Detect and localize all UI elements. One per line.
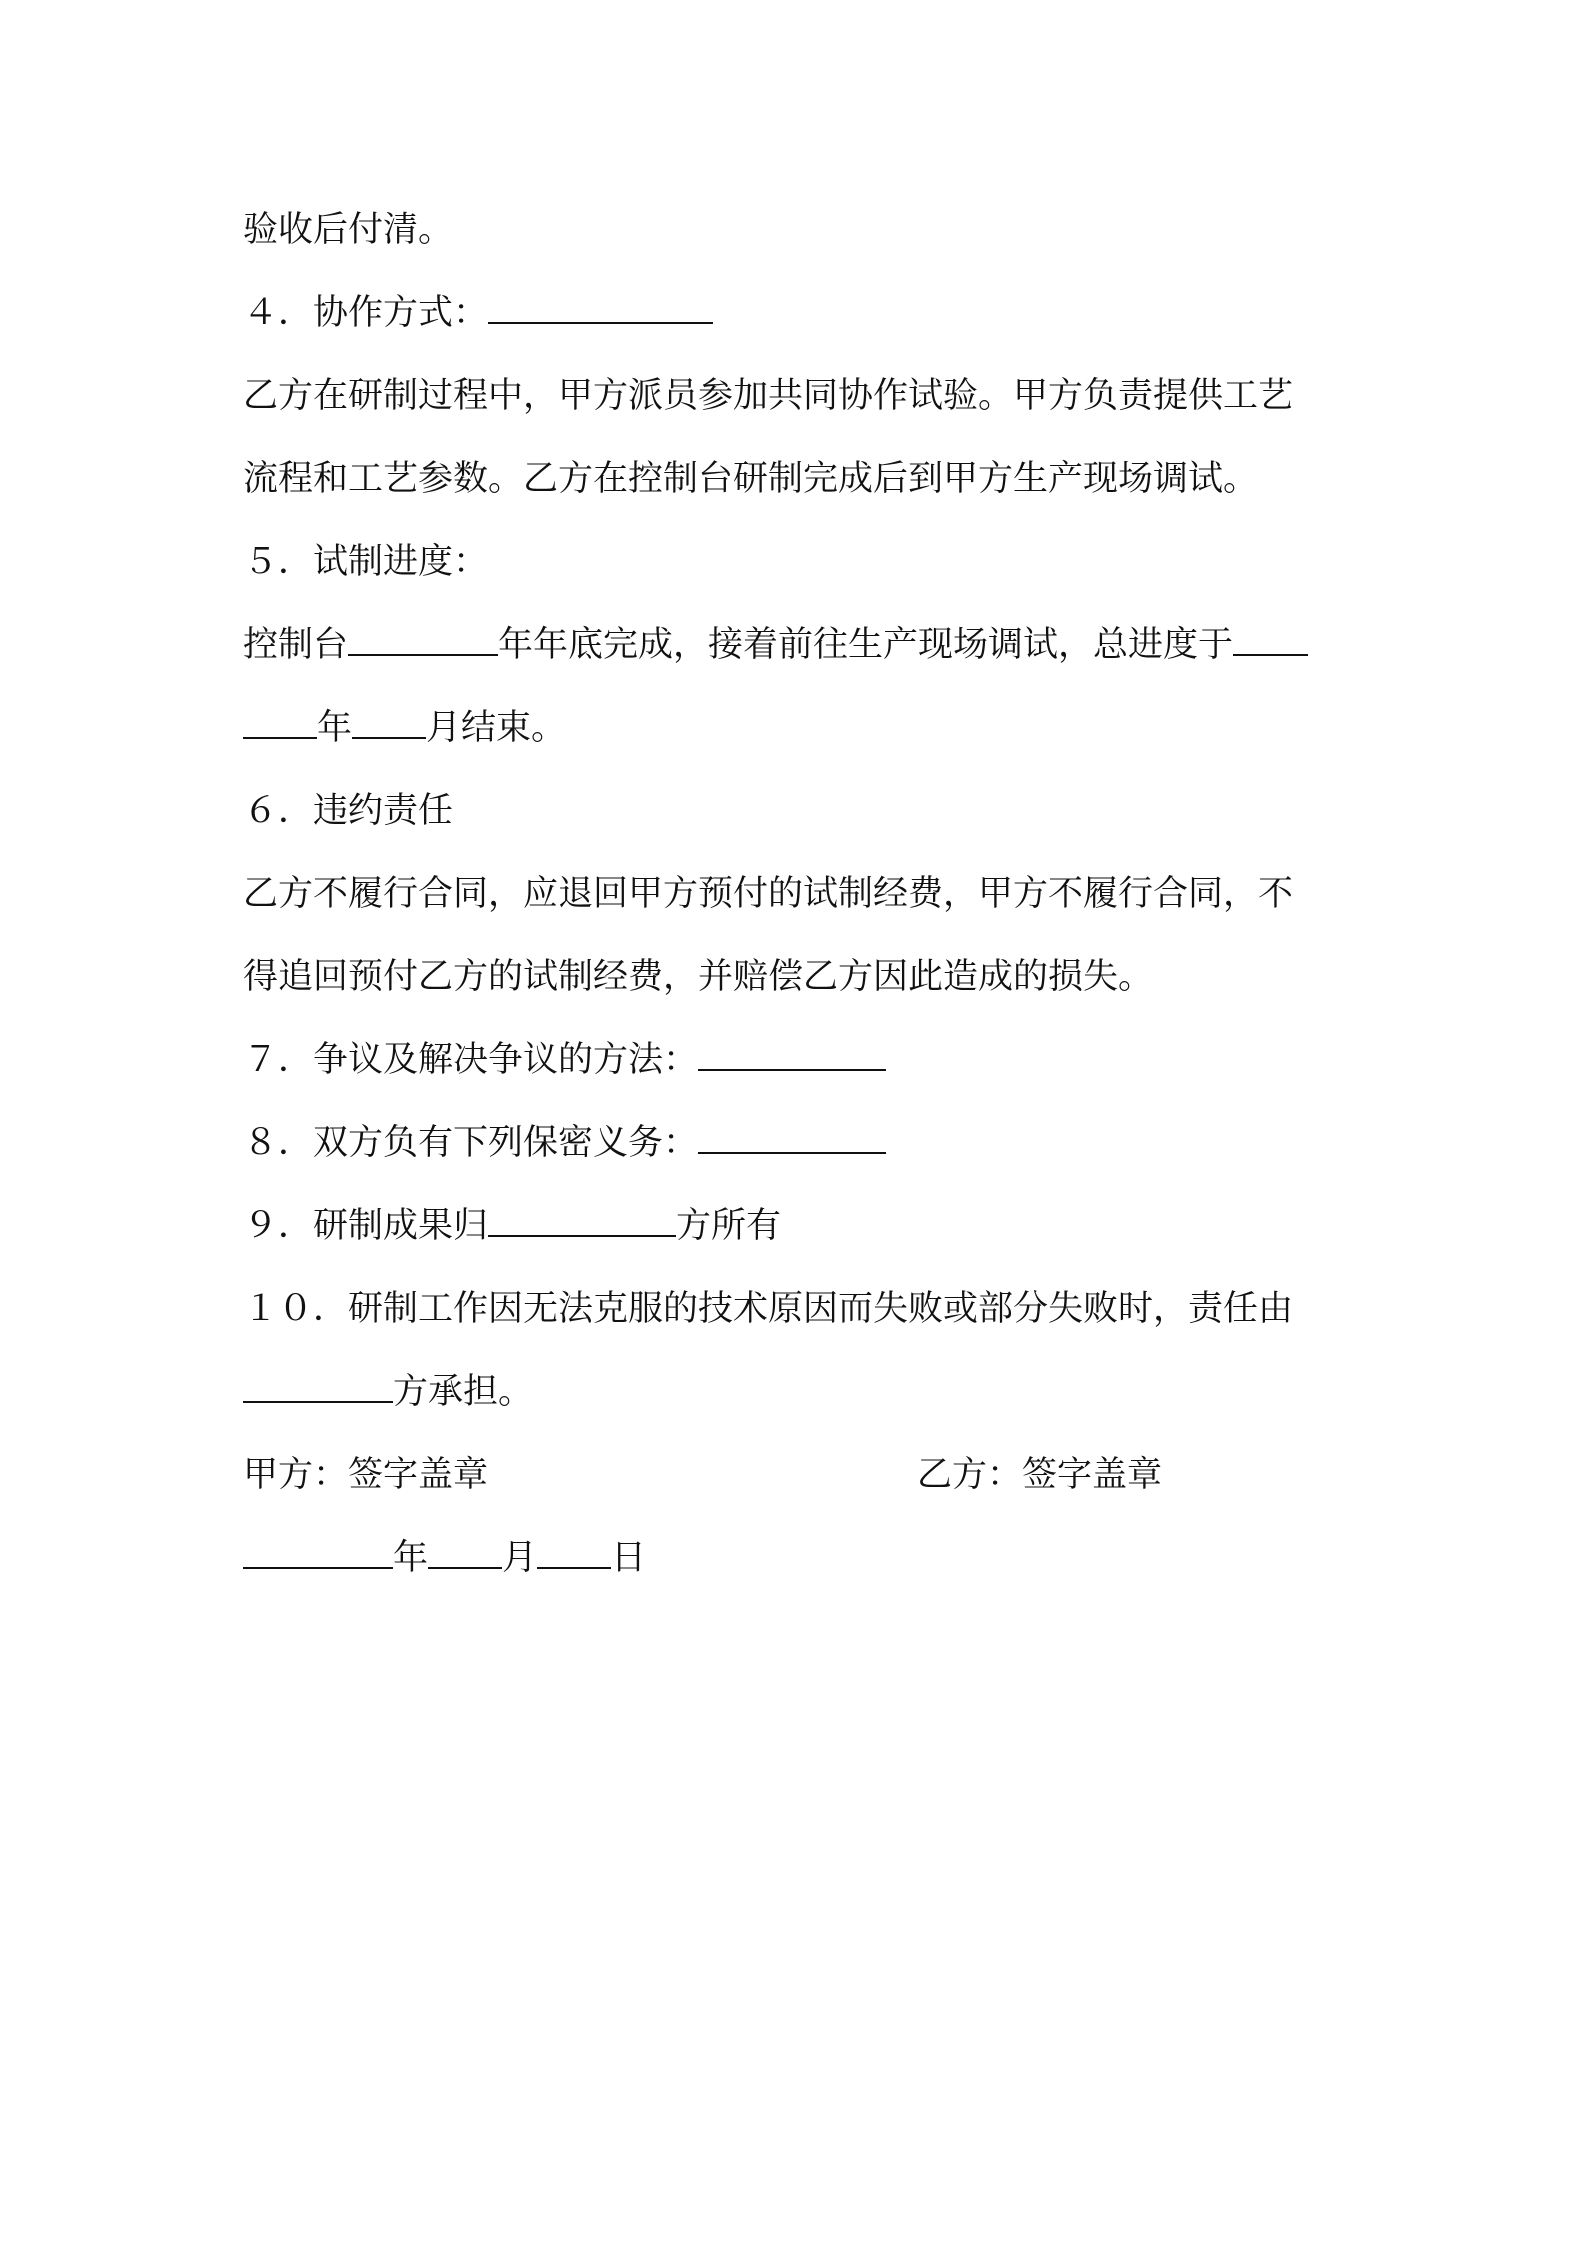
clause-4-cooperation <box>243 288 713 338</box>
confidentiality-blank[interactable] <box>698 1118 886 1154</box>
text-payment-end: 验收后付清。 <box>243 210 454 250</box>
signature-party-b-label: 乙方：签字盖章 <box>917 1455 1163 1495</box>
date-day-label: 日 <box>611 1538 647 1578</box>
signature-date <box>243 1533 646 1583</box>
paragraph-liability-1 <box>243 869 1293 919</box>
clause-6-label: ６．违约责任 <box>243 791 454 831</box>
date-year-blank[interactable] <box>243 1533 393 1569</box>
cooperation-blank[interactable] <box>488 288 713 324</box>
dispute-blank[interactable] <box>698 1035 886 1071</box>
signature-party-a <box>243 1450 488 1500</box>
clause-9-ownership <box>243 1201 781 1251</box>
progress-total-blank-b[interactable] <box>243 703 317 739</box>
text-progress-console: 控制台 <box>243 625 349 665</box>
text-cooperation-1: 乙方在研制过程中，甲方派员参加共同协作试验。甲方负责提供工艺 <box>243 376 1294 416</box>
text-progress-detail: 年年底完成，接着前往生产现场调试，总进度于 <box>498 625 1234 665</box>
responsibility-blank[interactable] <box>243 1367 393 1403</box>
text-responsibility: 方承担。 <box>393 1372 534 1412</box>
clause-7-dispute <box>243 1035 886 1085</box>
text-liability-1: 乙方不履行合同，应退回甲方预付的试制经费，甲方不履行合同，不 <box>243 874 1294 914</box>
progress-year-blank[interactable] <box>348 620 498 656</box>
clause-6-liability <box>243 786 453 836</box>
progress-month-blank[interactable] <box>352 703 426 739</box>
date-day-blank[interactable] <box>537 1533 611 1569</box>
paragraph-liability-2 <box>243 952 1153 1002</box>
clause-4-label: ４．协作方式： <box>243 293 489 333</box>
signature-party-a-label: 甲方：签字盖章 <box>243 1455 489 1495</box>
paragraph-progress-1 <box>243 620 1308 670</box>
text-progress-end: 月结束。 <box>426 708 567 748</box>
text-cooperation-2: 流程和工艺参数。乙方在控制台研制完成后到甲方生产现场调试。 <box>243 459 1259 499</box>
clause-8-label: ８．双方负有下列保密义务： <box>243 1123 699 1163</box>
ownership-blank[interactable] <box>488 1201 676 1237</box>
paragraph-cooperation-1 <box>243 371 1293 421</box>
date-month-label: 月 <box>502 1538 538 1578</box>
clause-5-label: ５．试制进度： <box>243 542 489 582</box>
clause-10-failure <box>243 1284 1293 1334</box>
date-year-label: 年 <box>393 1538 429 1578</box>
clause-10-label: １０．研制工作因无法克服的技术原因而失败或部分失败时，责任由 <box>243 1289 1294 1329</box>
paragraph-cooperation-2 <box>243 454 1258 504</box>
paragraph-progress-2 <box>243 703 566 753</box>
paragraph-failure-2 <box>243 1367 533 1417</box>
clause-9-suffix: 方所有 <box>676 1206 782 1246</box>
signature-party-b <box>917 1450 1162 1500</box>
progress-total-blank-a[interactable] <box>1233 620 1308 656</box>
clause-7-label: ７．争议及解决争议的方法： <box>243 1040 699 1080</box>
paragraph-payment-end <box>243 205 453 255</box>
clause-5-progress <box>243 537 488 587</box>
text-progress-year: 年 <box>317 708 353 748</box>
date-month-blank[interactable] <box>428 1533 502 1569</box>
clause-9-label: ９．研制成果归 <box>243 1206 489 1246</box>
clause-8-confidentiality <box>243 1118 886 1168</box>
text-liability-2: 得追回预付乙方的试制经费，并赔偿乙方因此造成的损失。 <box>243 957 1154 997</box>
